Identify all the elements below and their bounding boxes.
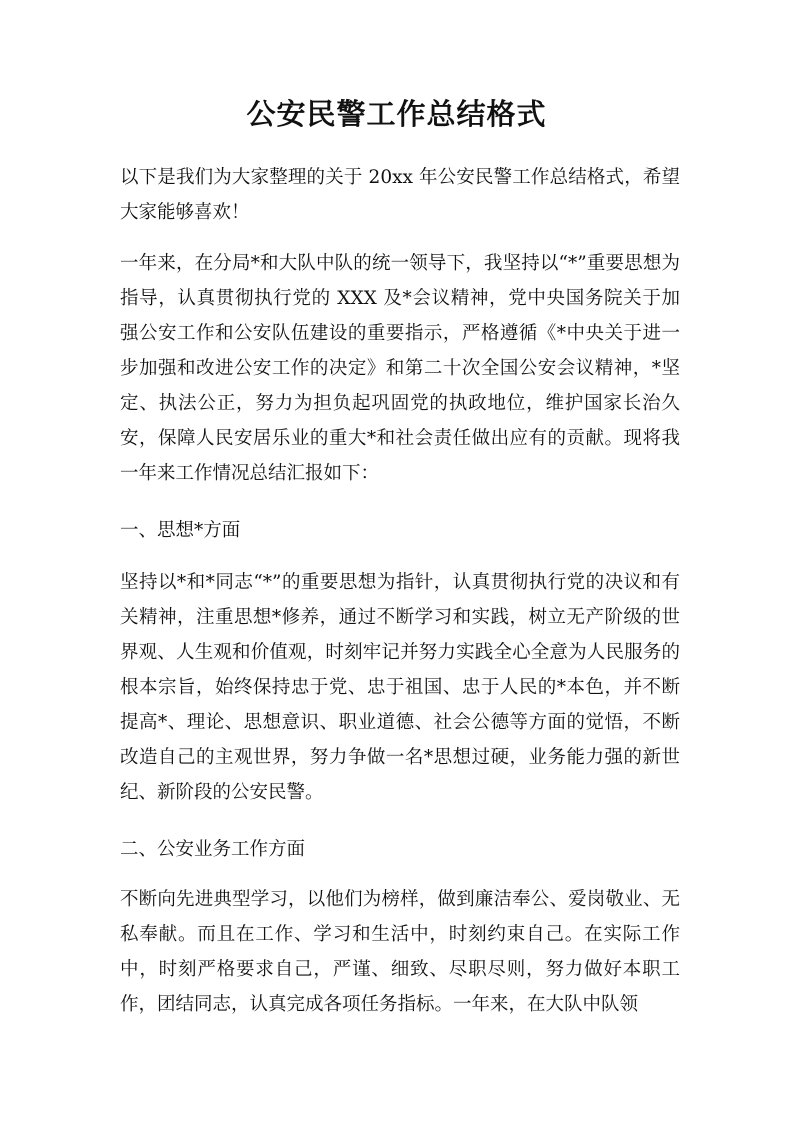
section-heading-police-work: 二、公安业务工作方面 bbox=[120, 839, 306, 860]
paragraph-ideology: 坚持以*和*同志“*”的重要思想为指针，认真贯彻执行党的决议和有关精神，注重思想*修养，通过不断学习和实践，树立无产阶级的世界观、人生观和价值观，时刻牢记并努力实践全心全意为人民服务的根本宗旨，始终保持忠于党、忠于祖国、忠于人民的*本色，并不断提高*、理论、思想意识、职业道德、社会公德等方面的觉悟，不断改造自己的主观世界，努力争做一名*思想过硬，业务能力强的新世纪、新阶段的公安民警。 bbox=[120, 572, 680, 803]
section-heading-ideology: 一、思想*方面 bbox=[120, 520, 241, 541]
page-title: 公安民警工作总结格式 bbox=[246, 97, 547, 131]
intro-paragraph: 以下是我们为大家整理的关于 20xx 年公安民警工作总结格式，希望大家能够喜欢！ bbox=[120, 167, 680, 223]
paragraph-police-work: 不断向先进典型学习，以他们为榜样，做到廉洁奉公、爱岗敬业、无私奉献。而且在工作、学习和生活中，时刻约束自己。在实际工作中，时刻严格要求自己，严谨、细致、尽职尽则，努力做好本职工作，团结同志，认真完成各项任务指标。一年来，在大队中队领 bbox=[120, 889, 680, 1015]
paragraph-overview: 一年来，在分局*和大队中队的统一领导下，我坚持以“*”重要思想为指导，认真贯彻执行党的 XXX 及*会议精神，党中央国务院关于加强公安工作和公安队伍建设的重要指示，严格遵循《*中央关于进一步加强和改进公安工作的决定》和第二十次全国公安会议精神，*坚定、执法公正，努力为担负起巩固党的执政地位，维护国家长治久安，保障人民安居乐业的重大*和社会责任做出应有的贡献。现将我一年来工作情况总结汇报如下： bbox=[120, 253, 680, 484]
